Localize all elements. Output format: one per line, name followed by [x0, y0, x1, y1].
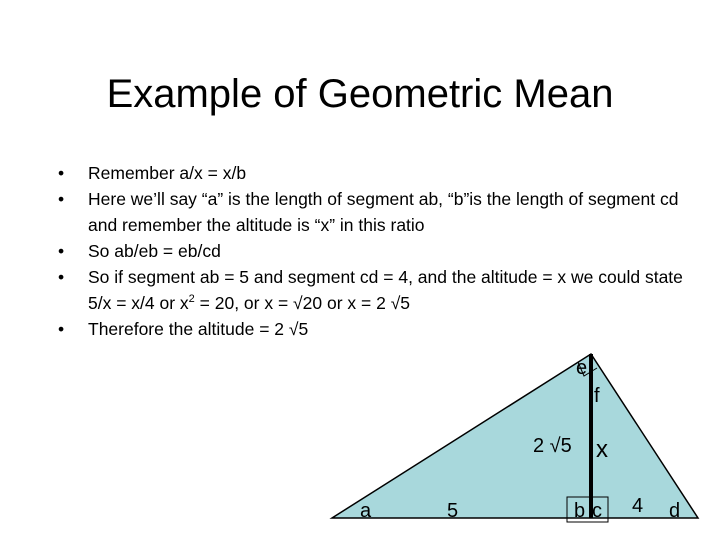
right-triangle: [332, 354, 698, 518]
slide-title: Example of Geometric Mean: [106, 72, 614, 116]
label-b: b: [574, 500, 586, 522]
label-c: c: [592, 500, 602, 522]
bullet-dot-icon: •: [58, 241, 65, 261]
label-a: a: [360, 500, 372, 522]
bullet-dot-icon: •: [58, 267, 65, 287]
label-altitude-x: x: [596, 436, 608, 463]
label-altitude-value: 2 √5: [533, 435, 572, 457]
bullet-text: Remember a/x = x/b: [88, 163, 247, 183]
bullet-text-part: So if segment ab = 5 and segment cd = 4, and the altitude = x we could state 5/x = x/4 or x: [88, 267, 683, 313]
label-e: e: [576, 357, 588, 379]
label-d: d: [669, 500, 681, 522]
bullet-text: So ab/eb = eb/cd: [88, 241, 221, 261]
bullet-dot-icon: •: [58, 319, 65, 339]
bullet-dot-icon: •: [58, 189, 65, 209]
label-f: f: [594, 385, 600, 407]
bullet-text-part: = 20, or x = √20 or x = 2 √5: [194, 293, 411, 313]
label-ab-length: 5: [447, 500, 459, 522]
bullet-dot-icon: •: [58, 163, 65, 183]
bullet-text: Therefore the altitude = 2 √5: [88, 319, 309, 339]
bullet-text: Here we’ll say “a” is the length of segment ab, “b”is the length of segment cd and remember the altitude is “x” in this ratio: [88, 189, 679, 235]
exponent: 2: [188, 293, 195, 306]
label-cd-length: 4: [632, 495, 644, 517]
